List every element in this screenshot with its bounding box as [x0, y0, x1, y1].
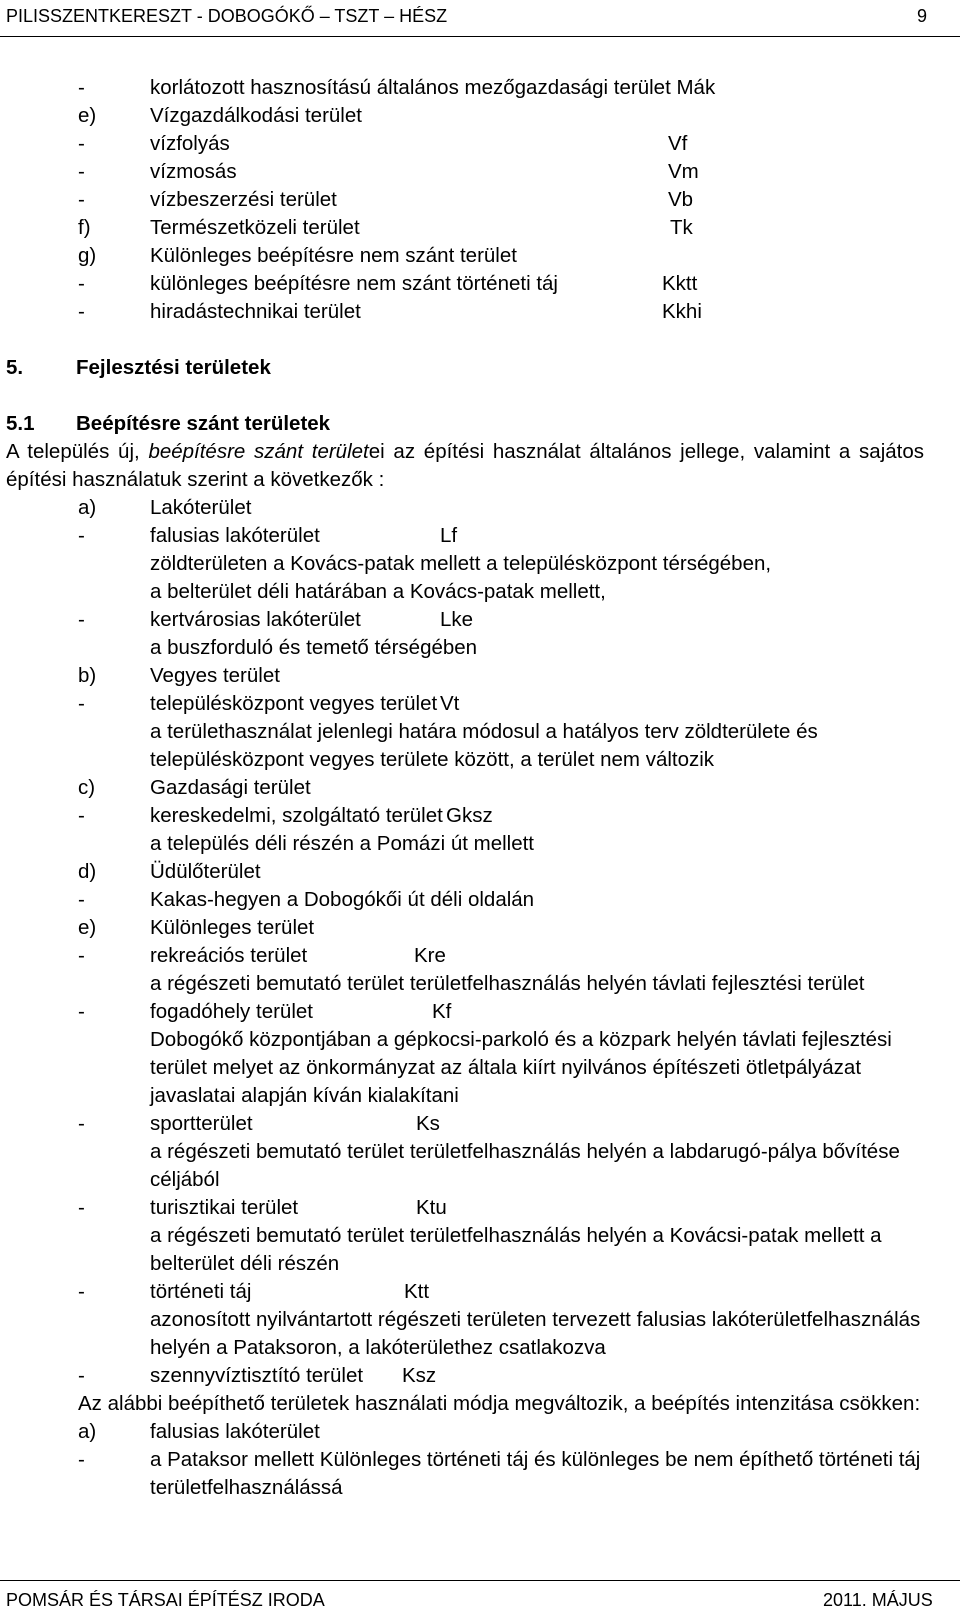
item-text: Lakóterület	[150, 496, 252, 519]
list-item-text: vízmosás	[150, 160, 237, 183]
item-text: céljából	[150, 1168, 220, 1191]
item-mark: b)	[78, 664, 97, 687]
item-text: a település déli részén a Pomázi út mellett	[150, 832, 535, 855]
list-item-text: Különleges beépítésre nem szánt terület	[150, 244, 517, 267]
item-code: Ktu	[416, 1196, 447, 1219]
intro-paragraph	[6, 438, 924, 494]
item-mark: c)	[78, 776, 96, 799]
section-number: 5.	[6, 356, 24, 379]
item-text: fogadóhely terület	[150, 1000, 313, 1023]
item-text: kertvárosias lakóterület	[150, 608, 361, 631]
item-mark: -	[78, 1196, 85, 1219]
list-item-text: Vízgazdálkodási terület	[150, 104, 362, 127]
list-item-text: korlátozott hasznosítású általános mezőgazdasági terület Mák	[150, 76, 716, 99]
item-mark: -	[78, 888, 85, 911]
item-mark: e)	[78, 916, 97, 939]
item-text: kereskedelmi, szolgáltató terület	[150, 804, 443, 827]
header-rule	[0, 36, 960, 37]
item-mark: -	[78, 1280, 85, 1303]
item-mark: -	[78, 692, 85, 715]
item-text: javaslatai alapján kíván kialakítani	[150, 1084, 459, 1107]
item-text: Dobogókő központjában a gépkocsi-parkoló és a közpark helyén távlati fejlesztési	[150, 1028, 892, 1051]
footer-right: 2011. MÁJUS	[823, 1590, 933, 1610]
item-text: azonosított nyilvántartott régészeti területen tervezett falusias lakóterületfelhasználás	[150, 1308, 921, 1331]
item-text: helyén a Pataksoron, a lakóterülethez csatlakozva	[150, 1336, 606, 1359]
item-text: a buszforduló és temető térségében	[150, 636, 478, 659]
item-text: a régészeti bemutató terület területfelhasználás helyén távlati fejlesztési terület	[150, 972, 865, 995]
item-text: Kakas-hegyen a Dobogókői út déli oldalán	[150, 888, 535, 911]
item-text: rekreációs terület	[150, 944, 308, 967]
list-item-text: vízbeszerzési terület	[150, 188, 337, 211]
item-mark: d)	[78, 860, 97, 883]
item-text: a területhasználat jelenlegi határa módosul a hatályos terv zöldterülete és	[150, 720, 818, 743]
intro-text-pre: A település új,	[6, 440, 149, 463]
item-text: településközpont vegyes terület	[150, 692, 438, 715]
footer-left: POMSÁR ÉS TÁRSAI ÉPÍTÉSZ IRODA	[6, 1590, 325, 1610]
item-text: Vegyes terület	[150, 664, 280, 687]
list-item-mark: e)	[78, 104, 97, 127]
item-text: a régészeti bemutató terület területfelhasználás helyén a Kovácsi-patak mellett a	[150, 1224, 882, 1247]
item-mark: -	[78, 1112, 85, 1135]
list-item-mark: -	[78, 300, 85, 323]
item-text: Gazdasági terület	[150, 776, 311, 799]
list-item-code: Tk	[670, 216, 693, 239]
item-text: terület melyet az önkormányzat az általa kiírt nyilvános építészeti ötletpályázat	[150, 1056, 862, 1079]
subsection-title: Beépítésre szánt területek	[76, 412, 331, 435]
item-mark: -	[78, 944, 85, 967]
list-item-code: Vb	[668, 188, 694, 211]
list-item-code: Kktt	[662, 272, 698, 295]
item-text: a belterület déli határában a Kovács-patak mellett,	[150, 580, 606, 603]
section-title: Fejlesztési területek	[76, 356, 271, 379]
item-mark: -	[78, 524, 85, 547]
item-text: falusias lakóterület	[150, 524, 320, 547]
footer-rule	[0, 1580, 960, 1581]
page-number: 9	[917, 6, 928, 26]
item-code: Gksz	[446, 804, 493, 827]
item-text: zöldterületen a Kovács-patak mellett a településközpont térségében,	[150, 552, 772, 575]
item-text: sportterület	[150, 1112, 253, 1135]
intro-text-post: ei az építési használat általános jellege, valamint a sajátos építési használatuk szerint a következők :	[6, 440, 924, 491]
item-text: történeti táj	[150, 1280, 252, 1303]
item-mark: -	[78, 608, 85, 631]
item-code: Ksz	[402, 1364, 437, 1387]
list-item-text: Természetközeli terület	[150, 216, 360, 239]
item-text: Üdülőterület	[150, 860, 261, 883]
item-code: Lke	[440, 608, 474, 631]
item-text: szennyvíztisztító terület	[150, 1364, 364, 1387]
list-item-mark: -	[78, 188, 85, 211]
list-item-text: különleges beépítésre nem szánt történeti táj	[150, 272, 558, 295]
item-mark: -	[78, 804, 85, 827]
list-item-code: Kkhi	[662, 300, 702, 323]
list-item-mark: f)	[78, 216, 91, 239]
closing-a-mark: a)	[78, 1420, 97, 1443]
closing-a-text: falusias lakóterület	[150, 1420, 320, 1443]
item-mark: a)	[78, 496, 97, 519]
item-text: turisztikai terület	[150, 1196, 299, 1219]
closing-dash-mark: -	[78, 1448, 85, 1471]
item-mark: -	[78, 1000, 85, 1023]
item-text: településközpont vegyes területe között, a terület nem változik	[150, 748, 715, 771]
item-code: Kf	[432, 1000, 452, 1023]
closing-dash-text-cont: területfelhasználássá	[150, 1476, 343, 1499]
closing-dash-text: a Pataksor mellett Különleges történeti táj és különleges be nem építhető történeti táj	[150, 1448, 921, 1471]
subsection-number: 5.1	[6, 412, 35, 435]
list-item-code: Vf	[668, 132, 688, 155]
item-code: Lf	[440, 524, 458, 547]
intro-text-italic: beépítésre szánt terület	[148, 440, 369, 463]
page-header-title: PILISSZENTKERESZT - DOBOGÓKŐ – TSZT – HÉSZ	[6, 6, 448, 26]
list-item-mark: g)	[78, 244, 97, 267]
list-item-mark: -	[78, 76, 85, 99]
list-item-text: vízfolyás	[150, 132, 230, 155]
item-text: belterület déli részén	[150, 1252, 340, 1275]
item-code: Vt	[440, 692, 460, 715]
item-text: Különleges terület	[150, 916, 315, 939]
item-code: Kre	[414, 944, 446, 967]
list-item-text: hiradástechnikai terület	[150, 300, 361, 323]
item-code: Ks	[416, 1112, 440, 1135]
list-item-code: Vm	[668, 160, 699, 183]
list-item-mark: -	[78, 160, 85, 183]
list-item-mark: -	[78, 132, 85, 155]
list-item-mark: -	[78, 272, 85, 295]
item-text: a régészeti bemutató terület területfelhasználás helyén a labdarugó-pálya bővítése	[150, 1140, 900, 1163]
item-mark: -	[78, 1364, 85, 1387]
item-code: Ktt	[404, 1280, 430, 1303]
closing-intro: Az alábbi beépíthető területek használati módja megváltozik, a beépítés intenzitása csökken:	[78, 1392, 921, 1415]
